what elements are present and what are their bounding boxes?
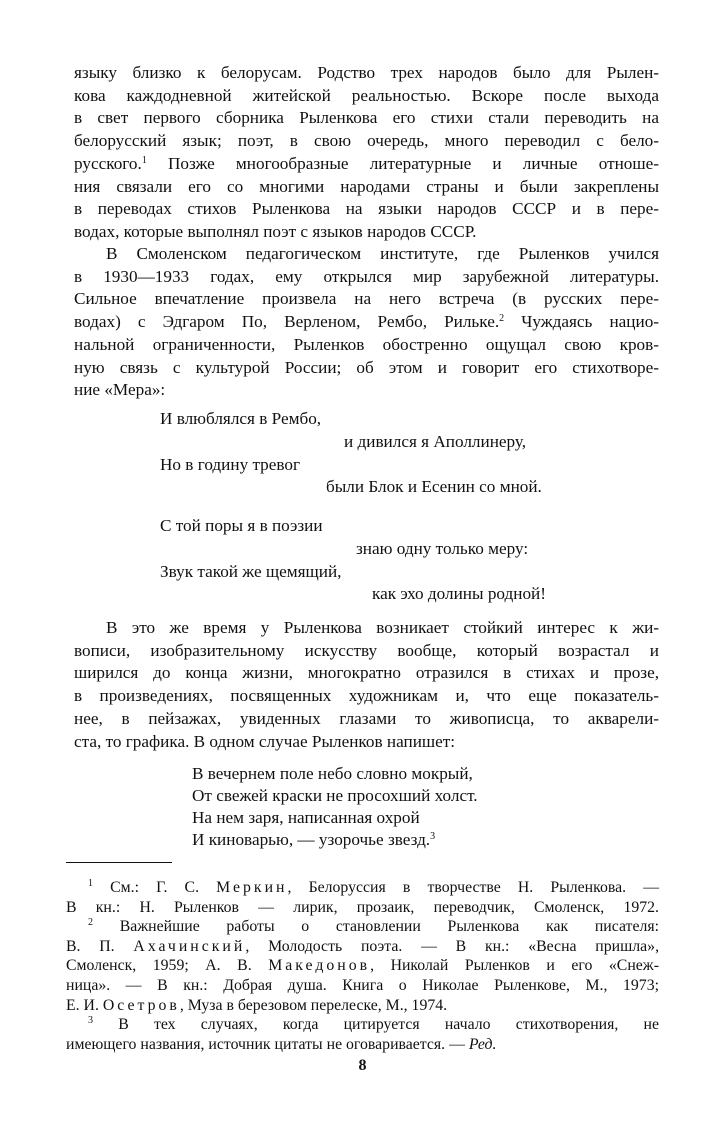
text-fragment: В тех случаях, когда цитируется начало стихотворения, не bbox=[118, 1016, 659, 1034]
text-line: в произведениях, посвященных художникам и, что еще показатель- bbox=[74, 686, 659, 706]
author-name: Меркин bbox=[216, 879, 288, 896]
text-line: нее, в пейзажах, увиденных глазами то живописца, то акварели- bbox=[74, 708, 659, 728]
text-line: ширился до конца жизни, многократно отразился в стихах и прозе, bbox=[74, 663, 659, 683]
footnote-2-line bbox=[66, 917, 659, 937]
poem-line: знаю одну только меру: bbox=[356, 539, 529, 558]
text-fragment: , Молодость поэта. — В кн.: «Весна пришла», bbox=[245, 937, 660, 955]
poem-line: и дивился я Аполлинеру, bbox=[344, 432, 527, 451]
text-fragment: См.: Г. С. bbox=[110, 879, 200, 896]
text-line: ния связали его со многими народами страны и были закреплены bbox=[74, 176, 659, 196]
author-name: Осетров bbox=[102, 996, 180, 1014]
page-number: 8 bbox=[358, 1057, 367, 1074]
poem-line: Звук такой же щемящий, bbox=[160, 562, 342, 581]
footnote-2-line: ница». — В кн.: Добрая душа. Книга о Николае Рыленкове, М., 1973; bbox=[66, 976, 659, 994]
text-line: кова каждодневной житейской реальностью. Вскоре после выхода bbox=[74, 85, 659, 105]
text-fragment: имеющего названия, источник цитаты не оговаривается. — bbox=[66, 1035, 465, 1053]
text-line: водах, которые выполнял поэт с языков народов СССР. bbox=[74, 221, 477, 241]
footnote-2-line bbox=[66, 996, 659, 1016]
footnote-1-line: В кн.: Н. Рыленков — лирик, прозаик, переводчик, Смоленск, 1972. bbox=[66, 898, 659, 916]
editor-mark: Ред. bbox=[468, 1035, 497, 1053]
poem-line: были Блок и Есенин со мной. bbox=[326, 477, 542, 496]
text-fragment: , Белоруссия в творчестве Н. Рыленкова. — bbox=[287, 879, 660, 896]
footnote-1-line bbox=[66, 878, 659, 898]
text-fragment: Е. И. bbox=[66, 996, 99, 1014]
text-line: ста, то графика. В одном случае Рыленков напишет: bbox=[74, 731, 456, 751]
text-fragment: Важнейшие работы о становлении Рыленкова как писателя: bbox=[119, 918, 659, 936]
footnote-number: 1 bbox=[88, 878, 93, 889]
text-fragment: водах) с Эдгаром По, Верленом, Рембо, Рильке. bbox=[74, 312, 500, 332]
footnote-marker: 2 bbox=[499, 313, 505, 325]
text-fragment: В. П. bbox=[66, 937, 115, 955]
text-line: вописи, изобразительному искусству вообще, который возрастал и bbox=[74, 640, 659, 660]
author-name: Ахачинский bbox=[133, 937, 246, 955]
poem-line: С той поры я в поэзии bbox=[160, 516, 323, 535]
text-line: в 1930—1933 годах, ему открылся мир зарубежной литературы. bbox=[74, 266, 659, 286]
text-line: в переводах стихов Рыленкова на языки народов СССР и в пере- bbox=[74, 199, 659, 219]
text-line: ние «Мера»: bbox=[74, 380, 166, 400]
poem-line: В вечернем поле небо словно мокрый, bbox=[192, 764, 473, 783]
text-line: В это же время у Рыленкова возникает стойкий интерес к жи- bbox=[106, 618, 659, 637]
footnote-marker: 3 bbox=[430, 831, 436, 842]
text-line: белорусский язык; поэт, в свою очередь, много переводил с бело- bbox=[74, 131, 659, 151]
poem-line: И влюблялся в Рембо, bbox=[160, 409, 322, 428]
poem-line: На нем заря, написанная охрой bbox=[192, 808, 420, 827]
text-line: Сильное впечатление произвела на него встреча (в русских пере- bbox=[74, 289, 659, 309]
footnote-2-line bbox=[66, 937, 659, 957]
footnotes bbox=[66, 878, 659, 1054]
poem-line: как эхо долины родной! bbox=[372, 584, 546, 603]
footnote-divider bbox=[66, 862, 172, 863]
footnote-marker: 1 bbox=[141, 154, 147, 166]
text-fragment: Чуждаясь нацио- bbox=[521, 312, 660, 332]
text-line: В Смоленском педагогическом институте, где Рыленков учился bbox=[106, 244, 659, 263]
poem-line: Но в годину тревог bbox=[160, 455, 301, 474]
text-line: языку близко к белорусам. Родство трех народов было для Рылен- bbox=[74, 63, 659, 82]
text-fragment: , Муза в березовом перелеске, М., 1974. bbox=[179, 996, 448, 1014]
footnote-3-line bbox=[66, 1015, 659, 1035]
footnote-number: 2 bbox=[88, 917, 93, 929]
footnote-2-line bbox=[66, 956, 659, 976]
author-name: Македонов bbox=[268, 957, 371, 975]
text-fragment: , Николай Рыленков и его «Снеж- bbox=[370, 957, 659, 975]
text-line: в свет первого сборника Рыленкова его стихи стали переводить на bbox=[74, 108, 659, 128]
text-line: ную связь с культурой России; об этом и говорит его стихотворе- bbox=[74, 357, 659, 377]
poem-line bbox=[192, 829, 435, 852]
text-line: нальной ограниченности, Рыленков обостренно ощущал свою кров- bbox=[74, 334, 659, 354]
text-fragment: русского. bbox=[74, 153, 142, 173]
footnote-3-line bbox=[66, 1035, 659, 1055]
text-fragment: И киноварью, — узорочье звезд. bbox=[192, 830, 431, 849]
footnote-number: 3 bbox=[88, 1015, 93, 1027]
text-fragment: Смоленск, 1959; А. В. bbox=[66, 957, 252, 975]
poem-line: От свежей краски не просохший холст. bbox=[192, 786, 478, 805]
text-fragment: Позже многообразные литературные и личные отноше- bbox=[167, 153, 659, 173]
